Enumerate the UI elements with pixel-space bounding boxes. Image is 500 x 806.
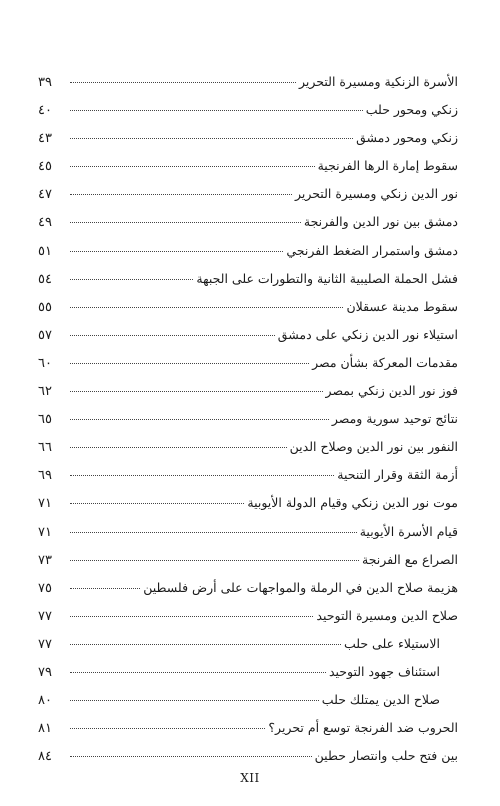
toc-page-number: ٤٠ xyxy=(38,103,52,119)
toc-page-number: ٤٧ xyxy=(38,187,52,203)
toc-entry-title: الأسرة الزنكية ومسيرة التحرير xyxy=(299,74,458,89)
toc-entry xyxy=(38,74,458,102)
dot-leader xyxy=(70,616,313,617)
dot-leader xyxy=(70,728,265,729)
dot-leader xyxy=(70,560,359,561)
toc-entry-title: دمشق بين نور الدين والفرنجة xyxy=(303,214,458,230)
dot-leader xyxy=(70,251,283,252)
toc-entry xyxy=(38,243,458,271)
toc-entry-title: دمشق واستمرار الضغط الفرنجي xyxy=(286,242,458,258)
toc-entry-title: الاستيلاء على حلب xyxy=(343,635,440,651)
toc-entry-title: النفور بين نور الدين وصلاح الدين xyxy=(289,439,458,455)
toc-entry xyxy=(38,271,458,299)
toc-entry-title: موت نور الدين زنكي وقيام الدولة الأيوبية xyxy=(247,495,458,511)
dot-leader xyxy=(70,363,309,364)
dot-leader xyxy=(70,419,329,420)
toc-page-number: ٧٥ xyxy=(38,580,52,596)
toc-entry xyxy=(38,130,458,158)
toc-page-number: ٨١ xyxy=(38,721,52,737)
dot-leader xyxy=(70,503,244,504)
toc-entry xyxy=(38,214,458,242)
toc-page-number: ٦٩ xyxy=(38,468,52,484)
toc-page-number: ٦٢ xyxy=(38,384,52,400)
toc-page-number: ٤٣ xyxy=(38,131,52,147)
toc-page-number: ٤٩ xyxy=(38,215,52,231)
toc-entry xyxy=(38,467,458,495)
toc-entry xyxy=(38,552,458,580)
toc-entry-title: زنكي ومحور حلب xyxy=(365,102,458,118)
dot-leader xyxy=(70,194,292,195)
toc-entry xyxy=(38,439,458,467)
toc-page-number: ٧٧ xyxy=(38,608,52,624)
toc-entry-title: استئناف جهود التوحيد xyxy=(328,663,440,679)
toc-entry-title: الصراع مع الفرنجة xyxy=(362,551,458,567)
toc-page-number: ٦٦ xyxy=(38,440,52,456)
dot-leader xyxy=(70,475,334,476)
toc-entry-title: قيام الأسرة الأيوبية xyxy=(359,523,458,539)
dot-leader xyxy=(70,532,357,533)
toc-entry xyxy=(38,158,458,186)
toc-entry-title: نور الدين زنكي ومسيرة التحرير xyxy=(294,186,458,202)
toc-entry xyxy=(38,383,458,411)
toc-entry-title: أزمة الثقة وقرار التنحية xyxy=(337,467,458,483)
toc-page-number: ٧٧ xyxy=(38,636,52,652)
toc-page-number: ٧١ xyxy=(38,524,52,540)
toc-page-number: ٣٩ xyxy=(38,75,52,90)
toc-entry xyxy=(38,102,458,130)
toc-entry-title: سقوط مدينة عسقلان xyxy=(346,298,458,314)
toc-entry-title: نتائج توحيد سورية ومصر xyxy=(331,411,458,427)
toc-entry-title: صلاح الدين ومسيرة التوحيد xyxy=(316,607,458,623)
dot-leader xyxy=(70,756,312,757)
toc-page-number: ٥٤ xyxy=(38,271,52,287)
toc-entry-title: فوز نور الدين زنكي بمصر xyxy=(325,383,458,399)
dot-leader xyxy=(70,644,341,645)
toc-entry xyxy=(38,720,458,748)
toc-entry xyxy=(38,580,458,608)
toc-entry xyxy=(38,411,458,439)
toc-subentry xyxy=(38,664,458,692)
toc-page-number: ٥١ xyxy=(38,243,52,259)
toc-page-number: ٦٥ xyxy=(38,412,52,428)
dot-leader xyxy=(70,588,140,589)
toc-entry xyxy=(38,327,458,355)
dot-leader xyxy=(70,672,326,673)
toc-entry-title: بين فتح حلب وانتصار حطين xyxy=(314,748,458,764)
toc-page-number: ٨٤ xyxy=(38,749,52,765)
toc-page-number: ٤٥ xyxy=(38,159,52,175)
toc-page-number: ٦٠ xyxy=(38,355,52,371)
toc-page-number: ٧١ xyxy=(38,496,52,512)
toc-entry-title: فشل الحملة الصليبية الثانية والتطورات على الجبهة xyxy=(196,270,458,286)
toc-entry-title: صلاح الدين يمتلك حلب xyxy=(321,692,440,708)
toc-entry-title: استيلاء نور الدين زنكي على دمشق xyxy=(277,326,458,342)
toc-entry-title: هزيمة صلاح الدين في الرملة والمواجهات على أرض فلسطين xyxy=(143,579,458,595)
toc-page-number: ٥٥ xyxy=(38,299,52,315)
dot-leader xyxy=(70,700,319,701)
toc-entry-title: الحروب ضد الفرنجة توسع أم تحرير؟ xyxy=(268,720,458,736)
dot-leader xyxy=(70,138,353,139)
dot-leader xyxy=(70,166,315,167)
dot-leader xyxy=(70,222,301,223)
toc-subentry xyxy=(38,636,458,664)
toc-page-number: ٥٧ xyxy=(38,327,52,343)
toc-subentry xyxy=(38,692,458,720)
dot-leader xyxy=(70,279,193,280)
toc-entry xyxy=(38,186,458,214)
toc-entry-title: مقدمات المعركة بشأن مصر xyxy=(312,354,458,370)
dot-leader xyxy=(70,82,296,83)
toc-entry-title: زنكي ومحور دمشق xyxy=(356,130,458,146)
toc-page-number: ٨٠ xyxy=(38,693,52,709)
dot-leader xyxy=(70,110,363,111)
toc-entry-title: سقوط إمارة الرها الفرنجية xyxy=(317,158,458,174)
toc-entry xyxy=(38,355,458,383)
toc-page-number: ٧٣ xyxy=(38,552,52,568)
toc-entry xyxy=(38,608,458,636)
dot-leader xyxy=(70,447,287,448)
table-of-contents xyxy=(38,74,458,776)
page-number-folio: XII xyxy=(240,771,260,785)
toc-entry xyxy=(38,299,458,327)
dot-leader xyxy=(70,335,275,336)
toc-entry xyxy=(38,524,458,552)
toc-page-number: ٧٩ xyxy=(38,664,52,680)
dot-leader xyxy=(70,391,323,392)
dot-leader xyxy=(70,307,343,308)
toc-entry xyxy=(38,495,458,523)
